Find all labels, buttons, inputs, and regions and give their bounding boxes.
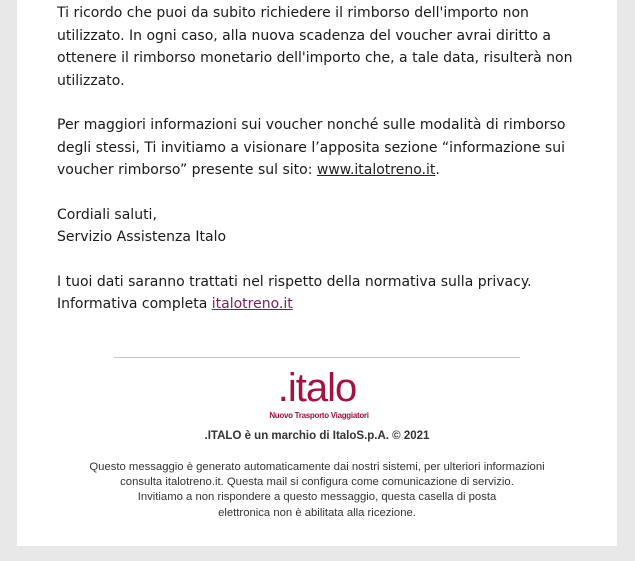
privacy-line-prefix: Informativa completa [57, 296, 212, 312]
email-body [57, 2, 597, 338]
privacy-paragraph [57, 271, 597, 316]
refund-line: ottenere il rimborso monetario dell'importo che, a tale data, risulterà non [57, 50, 573, 66]
italo-logo [263, 367, 371, 423]
trademark-notice: .ITALO è un marchio di ItaloS.p.A. © 2021 [204, 430, 430, 442]
italotreno-website-link[interactable]: www.italotreno.it [316, 162, 436, 178]
refund-line: Ti ricordo che puoi da subito richiedere il rimborso dell'importo non [57, 5, 529, 21]
disclaimer-line: consulta italotreno.it. Questa mail si configura come comunicazione di servizio. [120, 476, 514, 489]
refund-paragraph [57, 2, 597, 92]
info-paragraph [57, 114, 597, 182]
disclaimer-line: Invitiamo a non rispondere a questo messaggio, questa casella di posta [137, 491, 497, 504]
info-line: degli stessi, Ti invitiamo a visionare l’apposita sezione “informazione sui [57, 139, 565, 156]
privacy-policy-link[interactable]: italotreno.it [211, 296, 293, 312]
greeting: Cordiali saluti, [57, 206, 157, 223]
disclaimer-line: Questo messaggio è generato automaticamente dai nostri sistemi, per ulteriori informazioni [89, 461, 545, 473]
info-line-suffix: . [435, 162, 440, 178]
svg-text:.italo: .italo [277, 367, 357, 410]
email-card [17, 0, 617, 546]
footer-divider [114, 357, 520, 358]
info-line-prefix: voucher rimborso” presente sul sito: [57, 162, 317, 178]
italo-logo-icon [263, 367, 371, 423]
disclaimer-line: elettronica non è abilitata alla ricezione. [218, 506, 416, 519]
svg-text:Nuovo Trasporto Viaggiatori: Nuovo Trasporto Viaggiatori [269, 411, 369, 420]
signature: Servizio Assistenza Italo [57, 229, 227, 245]
refund-line: utilizzato. [57, 72, 125, 89]
closing-paragraph [57, 204, 597, 249]
privacy-line: I tuoi dati saranno trattati nel rispetto della normativa sulla privacy. [57, 273, 532, 290]
refund-line: utilizzato. In ogni caso, alla nuova scadenza del voucher avrai diritto a [57, 27, 551, 44]
info-line: Per maggiori informazioni sui voucher nonché sulle modalità di rimborso [57, 117, 566, 133]
automated-message-disclaimer [17, 460, 617, 521]
